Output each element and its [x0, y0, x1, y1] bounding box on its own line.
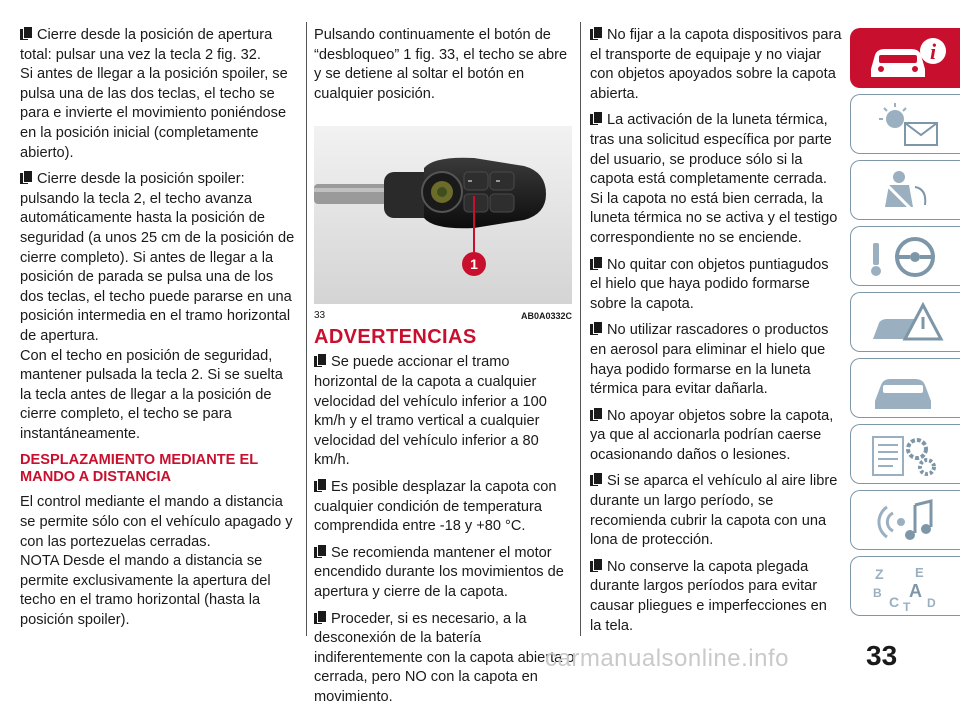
technical-data-icon [865, 431, 951, 479]
warning-item [314, 610, 576, 708]
tab-index[interactable] [850, 556, 960, 616]
bullet-icon [314, 611, 325, 624]
item-text: Se recomienda mantener el motor encendido durante los movimientos de apertura y cierre de la capota. [314, 544, 564, 600]
list-item [590, 321, 842, 399]
bullet-icon [590, 257, 601, 270]
bullet-icon [590, 473, 601, 486]
index-letter: E [915, 565, 924, 580]
column-3 [590, 26, 842, 643]
bullet-icon [590, 408, 601, 421]
warning-lights-icon [865, 101, 951, 149]
column-divider [580, 22, 581, 636]
list-item [590, 472, 842, 550]
bullet-icon [20, 27, 31, 40]
list-item [20, 26, 298, 163]
column-1 [20, 26, 298, 638]
index-icon [865, 563, 951, 611]
figure-remote-key [314, 126, 572, 304]
bullet-icon [590, 112, 601, 125]
index-letter: C [889, 594, 900, 610]
item-text: Proceder, si es necesario, a la desconexión de la batería indiferentemente con la capota abierta o cerrada, pero NO con la capota en movimiento. [314, 610, 575, 705]
bullet-icon [314, 354, 325, 367]
figure-caption [314, 310, 572, 322]
list-item [590, 256, 842, 315]
paragraph: El control mediante el mando a distancia se permite sólo con el vehículo apagado y con las portezuelas cerradas. [20, 494, 293, 550]
item-text: Cierre desde la posición spoiler: pulsando la tecla 2, el techo avanza automáticamente hasta la posición de seguridad (a unos 25 cm de la posición de cierre completo). Si antes de llegar a la posición de parada se pulsa una de los dos teclas, el techo puede pararse en una posición intermedia en el tramo horizontal de apertura. [20, 171, 295, 344]
item-text: Si se aparca el vehículo al aire libre durante un largo período, se recomienda cubrir la capota con una lona de protección. [590, 473, 838, 549]
item-text: No conserve la capota plegada durante largos períodos para evitar causar pliegues e imperfecciones en la tela. [590, 558, 827, 634]
bullet-icon [20, 171, 31, 184]
section-heading: DESPLAZAMIENTO MEDIANTE EL MANDO A DISTANCIA [20, 452, 258, 486]
svg-text:i: i [929, 39, 937, 64]
bullet-icon [590, 559, 601, 572]
warning-item [314, 544, 576, 603]
multimedia-icon [865, 497, 951, 545]
item-text: Es posible desplazar la capota con cualquier condición de temperatura comprendida entre -18 y +80 °C. [314, 478, 557, 535]
list-item [20, 170, 298, 444]
item-text: No fijar a la capota dispositivos para el transporte de equipaje y no viajar con objetos apoyados sobre la capota abierta. [590, 27, 842, 102]
list-item [590, 558, 842, 636]
bullet-icon [314, 479, 325, 492]
item-text: Se puede accionar el tramo horizontal de la capota a cualquier velocidad del vehículo inferior a 100 km/h y el tramo vertical a cualquier velocidad del vehículo inferior a 80 km/h. [314, 354, 547, 469]
car-info-icon [865, 35, 951, 83]
tab-multimedia[interactable] [850, 490, 960, 550]
safety-icon [865, 167, 951, 215]
item-text: No apoyar objetos sobre la capota, ya que al accionarla podrían caerse ocasionando daños o lesiones. [590, 407, 834, 463]
intro-paragraph: Pulsando continuamente el botón de “desbloqueo” 1 fig. 33, el techo se abre y se detiene al soltar el botón en cualquier posición. [314, 27, 568, 102]
figure-number: 33 [314, 310, 326, 322]
driving-icon [865, 233, 951, 281]
item-text: Si antes de llegar a la posición spoiler, se pulsa una de las dos teclas, el techo se para e invierte el movimiento poniéndose en la posición inicial (completamente abierto). [20, 66, 288, 161]
index-letter: A [909, 581, 922, 601]
column-divider [306, 22, 307, 636]
tab-car-info[interactable] [850, 28, 960, 88]
callout-number: 1 [470, 256, 478, 273]
page-number: 33 [866, 640, 898, 671]
column-2 [314, 26, 576, 714]
warning-title: ADVERTENCIAS [314, 326, 477, 349]
tab-technical-data[interactable] [850, 424, 960, 484]
maintenance-icon [865, 365, 951, 413]
item-text: No quitar con objetos puntiagudos el hielo que haya podido formarse sobre la capota. [590, 256, 829, 312]
index-letter: B [873, 586, 882, 600]
tab-emergency[interactable] [850, 292, 960, 352]
list-item [590, 111, 842, 248]
index-letter: D [927, 596, 936, 610]
index-letter: Z [875, 566, 884, 582]
warning-item [314, 478, 576, 537]
index-letter: T [903, 600, 911, 611]
tab-safety[interactable] [850, 160, 960, 220]
item-text: No utilizar rascadores o productos en aerosol para eliminar el hielo que haya podido formarse en la luneta térmica para evitar dañarla. [590, 322, 829, 398]
bullet-icon [314, 545, 325, 558]
note-paragraph: NOTA Desde el mando a distancia se permite exclusivamente la apertura del techo en el tramo horizontal (hasta la posición spoiler). [20, 553, 271, 629]
emergency-icon [865, 299, 951, 347]
item-text: La activación de la luneta térmica, tras una solicitud específica por parte del usuario, se produce sólo si la capota está completamente cerrada. Si la capota no está bien cerrada, la luneta térmica no se activa y el testigo correspondiente no se enciende. [590, 112, 838, 246]
list-item [590, 407, 842, 466]
item-text: Cierre desde la posición de apertura total: pulsar una vez la tecla 2 fig. 32. [20, 27, 273, 63]
warning-item [314, 353, 576, 471]
list-item [590, 26, 842, 104]
watermark: carmanualsonline.info [545, 645, 789, 672]
figure-code: AB0A0332C [520, 311, 572, 322]
tab-warning-lights[interactable] [850, 94, 960, 154]
bullet-icon [590, 27, 601, 40]
bullet-icon [590, 322, 601, 335]
remote-key-illustration [314, 126, 572, 304]
item-text: Con el techo en posición de seguridad, mantener pulsada la tecla 2. Si se suelta la tecla antes de llegar a la posición de cierre completo, el techo se para instantáneamente. [20, 347, 283, 442]
tab-maintenance[interactable] [850, 358, 960, 418]
tab-driving[interactable] [850, 226, 960, 286]
